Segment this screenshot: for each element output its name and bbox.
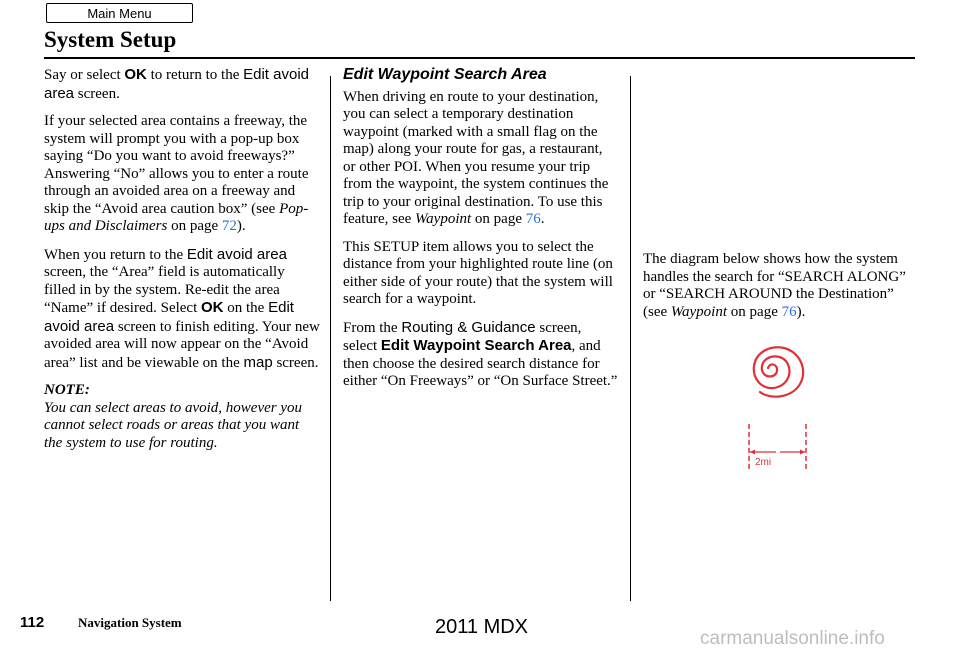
cross-ref-popups: Pop-ups and Disclaimers bbox=[44, 200, 309, 234]
text: to return to the bbox=[146, 67, 244, 83]
text: screen to finish editing. Your new avoided area will now appear on the “Avoid area” list and be viewable on the bbox=[44, 318, 320, 371]
paragraph-setup-item: This SETUP item allows you to select the distance from your highlighted route line (on either side of your route) that the system will search for a waypoint. bbox=[343, 238, 613, 307]
text: When driving en route to your destination, you can select a temporary destination waypoint (marked with a small flag on the map) along your route for gas, a restaurant, or other POI. When you resume your trip from the waypoint, the system continues the trip to your original destination. To use this feature, see bbox=[343, 88, 609, 227]
menu-item-edit-waypoint: Edit Waypoint Search Area bbox=[380, 337, 572, 354]
column-divider bbox=[330, 76, 331, 601]
footer-model: 2011 MDX bbox=[435, 616, 529, 638]
footer-section-name: Navigation System bbox=[78, 615, 182, 630]
text: screen. bbox=[272, 354, 319, 371]
diagram-distance-label: 2mi bbox=[755, 457, 772, 468]
note-label: NOTE: bbox=[44, 382, 90, 398]
page-link-76[interactable]: 76 bbox=[525, 211, 541, 227]
arrowhead-right-icon bbox=[800, 450, 805, 455]
screen-name-edit-avoid-area: Edit avoid area bbox=[44, 66, 309, 102]
note-text: You can select areas to avoid, however you cannot select roads or areas that you want the system to use for routing. bbox=[44, 399, 303, 451]
ok-label: OK bbox=[201, 299, 224, 316]
left-column bbox=[44, 66, 320, 462]
text: Say or select bbox=[44, 67, 125, 83]
screen-name-map: map bbox=[243, 353, 273, 371]
paragraph-waypoint bbox=[343, 89, 618, 229]
middle-column bbox=[343, 66, 618, 401]
text: From the bbox=[343, 319, 402, 336]
text: on the bbox=[223, 300, 269, 316]
spiral-icon bbox=[754, 347, 803, 396]
right-column bbox=[643, 251, 913, 331]
text: screen, the “Area” field is automatically filled in by the system. Re-edit the area “Name” if desired. Select bbox=[44, 264, 285, 316]
cross-ref-waypoint: Waypoint bbox=[415, 211, 472, 227]
text: on page bbox=[167, 218, 222, 234]
screen-name-edit-avoid-area: Edit avoid area bbox=[44, 299, 294, 335]
text: If your selected area contains a freeway, the system will prompt you with a pop-up box saying “Do you want to avoid freeways?” Answering “No” allows you to enter a route through an avoided area on a freeway and skip the “Avoid area caution box” (see bbox=[44, 113, 309, 217]
text: on page bbox=[727, 303, 782, 320]
text: When you return to the bbox=[44, 246, 187, 263]
screen-name-routing-guidance: Routing & Guidance bbox=[401, 318, 536, 336]
screen-name-edit-avoid-area: Edit avoid area bbox=[186, 245, 287, 263]
text: ). bbox=[236, 218, 246, 234]
page-link-72[interactable]: 72 bbox=[221, 218, 237, 234]
paragraph-return bbox=[44, 66, 320, 103]
watermark: carmanualsonline.info bbox=[700, 628, 885, 649]
diagram-svg bbox=[740, 342, 820, 472]
main-menu-button[interactable]: Main Menu bbox=[46, 3, 193, 23]
text: screen. bbox=[74, 85, 120, 102]
column-divider bbox=[630, 76, 631, 601]
text: The diagram below shows how the system handles the search for “SEARCH ALONG” or “SEARCH AROUND the Destination” (see bbox=[643, 251, 906, 320]
page-title: System Setup bbox=[44, 27, 177, 52]
title-rule bbox=[44, 57, 915, 59]
text: ). bbox=[796, 303, 806, 320]
ok-label: OK bbox=[124, 66, 147, 83]
text: . bbox=[540, 211, 545, 227]
section-heading: Edit Waypoint Search Area bbox=[343, 66, 547, 83]
arrowhead-left-icon bbox=[750, 450, 755, 455]
paragraph-diagram-intro bbox=[643, 251, 913, 321]
text: on page bbox=[471, 211, 526, 227]
text: screen, select bbox=[343, 319, 582, 354]
page-link-76[interactable]: 76 bbox=[781, 303, 797, 320]
text: , and then choose the desired search distance for either “On Freeways” or “On Surface Street.” bbox=[343, 338, 618, 389]
cross-ref-waypoint: Waypoint bbox=[670, 303, 728, 320]
paragraph-return-edit bbox=[44, 246, 320, 373]
search-area-diagram bbox=[740, 342, 820, 472]
page-number: 112 bbox=[20, 614, 45, 631]
paragraph-from-routing bbox=[343, 319, 618, 391]
paragraph-freeway bbox=[44, 113, 320, 236]
